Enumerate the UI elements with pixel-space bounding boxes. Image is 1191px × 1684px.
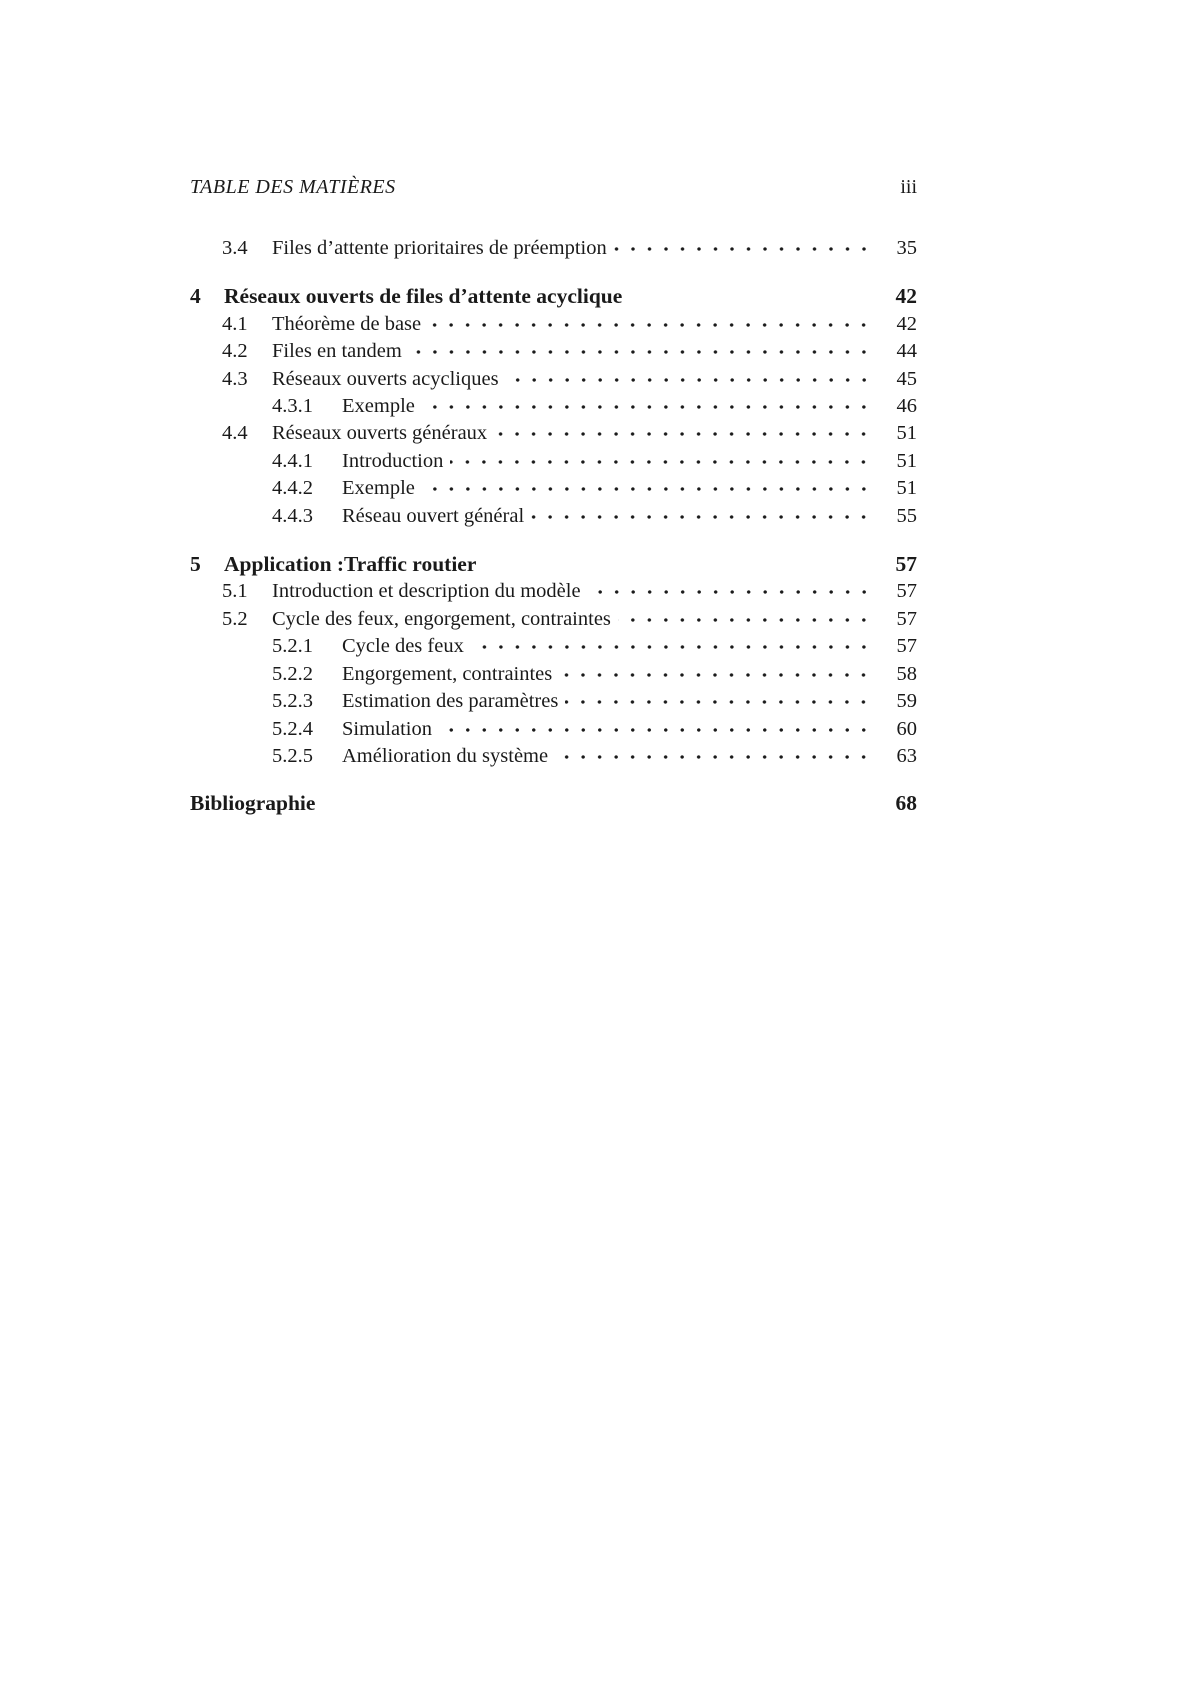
dot-leader [555, 749, 872, 762]
toc-entry-number: 4.4.3 [272, 504, 313, 527]
toc-entry [190, 790, 917, 817]
toc-entry-number: 5.2.4 [272, 717, 313, 740]
toc-entry-page: 44 [896, 340, 917, 363]
toc-entry [272, 716, 917, 743]
page-content [190, 176, 917, 818]
dot-leader [483, 558, 872, 571]
toc-entry-title: Exemple [342, 395, 415, 418]
toc-entry [272, 448, 917, 475]
toc-entry-page: 60 [896, 717, 917, 740]
dot-leader [506, 372, 872, 385]
toc-entry-title: Réseaux ouverts de files d’attente acyclique [224, 284, 623, 309]
dot-leader [629, 290, 872, 303]
toc-entry [272, 503, 917, 530]
toc-entry-number: 3.4 [222, 237, 248, 259]
dot-leader [618, 612, 872, 625]
toc-entry-page: 55 [896, 504, 917, 527]
toc-entry-number: 5.2 [222, 607, 248, 630]
toc-list [190, 235, 917, 818]
toc-entry-title: Amélioration du système [342, 744, 549, 767]
dot-leader [450, 454, 872, 467]
toc-entry-page: 46 [896, 395, 917, 418]
toc-entry-page: 35 [896, 237, 917, 259]
dot-leader [471, 639, 872, 652]
toc-entry-page: 42 [896, 312, 917, 335]
dot-leader [322, 797, 872, 810]
toc-entry-title: Files en tandem [272, 340, 402, 363]
toc-entry-title: Réseau ouvert général [342, 504, 525, 527]
toc-entry [190, 551, 917, 578]
toc-entry-number: 4.3 [222, 367, 248, 390]
toc-entry-page: 42 [895, 284, 917, 309]
toc-entry-page: 57 [895, 552, 917, 577]
dot-leader [614, 241, 872, 254]
toc-entry-title: Bibliographie [190, 791, 316, 816]
toc-entry [222, 420, 917, 447]
toc-entry-number: 4.4.1 [272, 449, 313, 472]
toc-entry-page: 59 [896, 690, 917, 713]
dot-leader [409, 344, 872, 357]
toc-entry [222, 311, 917, 338]
toc-entry-title: Application :Traffic routier [224, 552, 477, 577]
toc-entry-number: 5.2.3 [272, 690, 313, 713]
dot-leader [439, 722, 872, 735]
toc-entry [222, 366, 917, 393]
toc-entry-page: 51 [896, 422, 917, 445]
toc-entry-title: Exemple [342, 477, 415, 500]
toc-entry-number: 5.1 [222, 580, 248, 603]
toc-entry [272, 475, 917, 502]
toc-entry-number: 4.2 [222, 340, 248, 363]
toc-entry-number: 4.4.2 [272, 477, 313, 500]
toc-entry [272, 688, 917, 715]
toc-entry-page: 57 [896, 635, 917, 658]
toc-entry-page: 51 [896, 449, 917, 472]
toc-entry-title: Introduction [342, 449, 444, 472]
toc-entry-title: Estimation des paramètres [342, 690, 559, 713]
toc-entry [190, 283, 917, 310]
toc-entry [272, 661, 917, 688]
toc-entry [222, 338, 917, 365]
dot-leader [559, 667, 872, 680]
toc-entry-number: 4.1 [222, 312, 248, 335]
toc-entry-page: 51 [896, 477, 917, 500]
header-title: TABLE DES MATIÈRES [190, 176, 396, 198]
running-header [190, 176, 917, 199]
dot-leader [494, 426, 872, 439]
toc-entry-title: Théorème de base [272, 312, 422, 335]
toc-entry [272, 393, 917, 420]
toc-entry-title: Simulation [342, 717, 432, 740]
dot-leader [422, 481, 872, 494]
toc-entry-page: 68 [895, 791, 917, 816]
toc-entry-number: 4 [190, 284, 201, 309]
toc-entry-number: 4.4 [222, 422, 248, 445]
toc-entry-page: 57 [896, 607, 917, 630]
dot-leader [531, 509, 872, 522]
dot-leader [565, 694, 872, 707]
toc-entry [272, 633, 917, 660]
toc-entry-number: 5 [190, 552, 201, 577]
toc-entry-number: 5.2.5 [272, 744, 313, 767]
toc-entry-title: Réseaux ouverts généraux [272, 422, 488, 445]
toc-entry-page: 58 [896, 662, 917, 685]
toc-entry-number: 5.2.2 [272, 662, 313, 685]
header-page-number: iii [900, 176, 917, 198]
toc-entry-title: Engorgement, contraintes [342, 662, 553, 685]
toc-entry-title: Réseaux ouverts acycliques [272, 367, 499, 390]
toc-entry-title: Cycle des feux [342, 635, 464, 658]
toc-entry [222, 606, 917, 633]
toc-entry-page: 57 [896, 580, 917, 603]
dot-leader [422, 399, 872, 412]
toc-entry-title: Introduction et description du modèle [272, 580, 581, 603]
toc-entry-page: 63 [896, 744, 917, 767]
dot-leader [428, 317, 872, 330]
toc-entry-title: Cycle des feux, engorgement, contraintes [272, 607, 611, 630]
toc-entry-page: 45 [896, 367, 917, 390]
toc-entry-title: Files d’attente prioritaires de préemption [272, 237, 607, 259]
toc-entry-number: 5.2.1 [272, 635, 313, 658]
toc-entry [272, 743, 917, 770]
toc-entry-number: 4.3.1 [272, 395, 313, 418]
toc-entry [222, 578, 917, 605]
dot-leader [588, 584, 872, 597]
toc-entry [222, 235, 917, 262]
